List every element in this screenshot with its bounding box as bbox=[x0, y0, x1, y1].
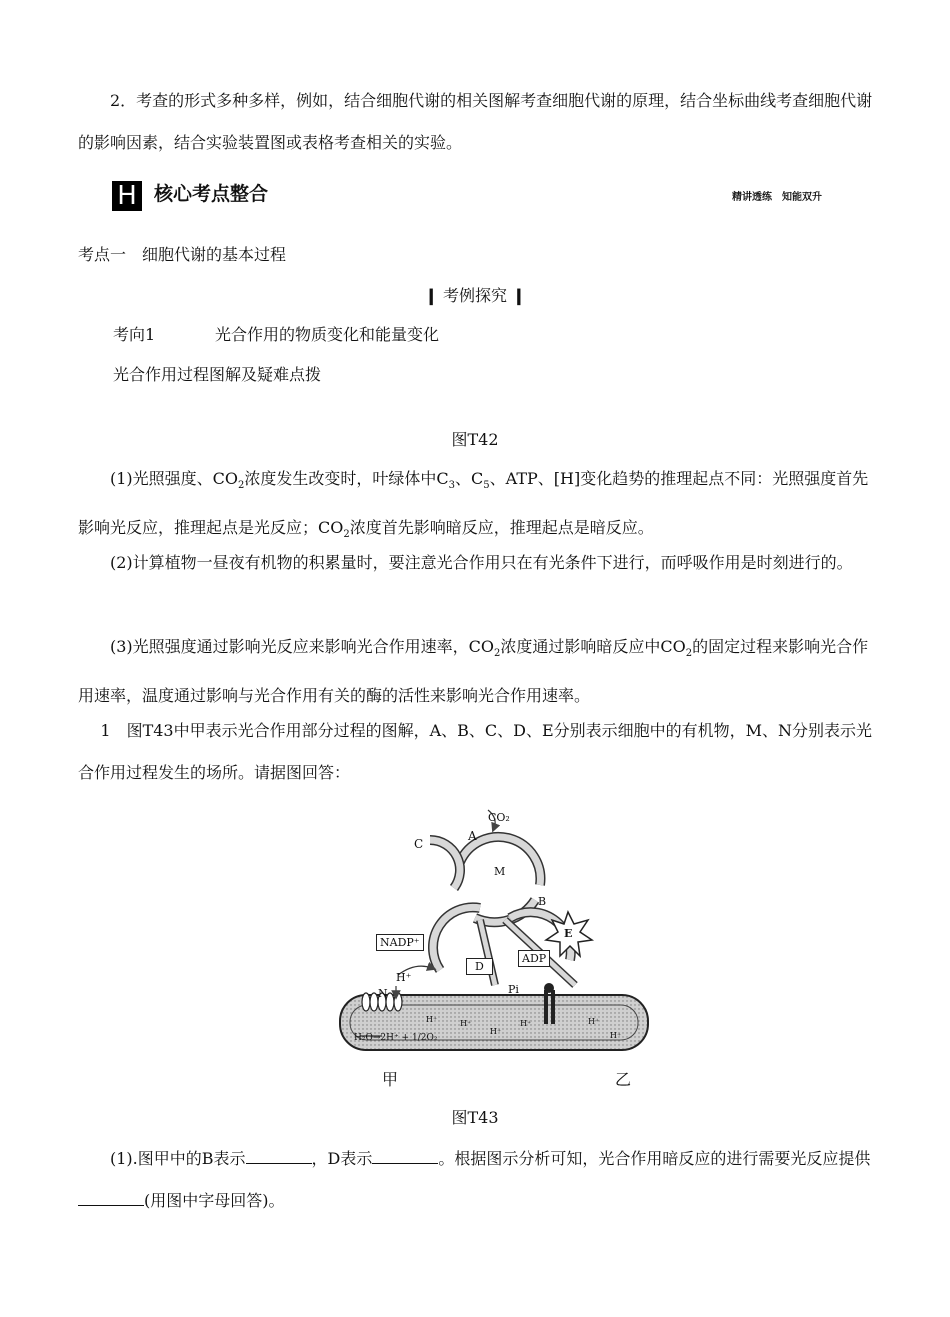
membrane-h-1: H⁺ bbox=[426, 1015, 438, 1024]
membrane-h-2: H⁺ bbox=[460, 1019, 472, 1028]
subheading-text: 考例探究 bbox=[442, 286, 507, 305]
figure-t42-caption: 图T42 bbox=[451, 430, 499, 449]
membrane-h-3: H⁺ bbox=[490, 1027, 502, 1036]
answer-blank-b[interactable] bbox=[246, 1149, 312, 1164]
question-1: (1).图甲中的B表示 ，D表示 。根据图示分析可知，光合作用暗反应的进行需要光反应提供(用图中字母回答)。 bbox=[78, 1138, 874, 1222]
figure-t43 bbox=[330, 800, 660, 1065]
label-hplus: H⁺ bbox=[396, 971, 412, 984]
topic-title: 光合作用过程图解及疑难点拨 bbox=[113, 365, 322, 384]
section-banner bbox=[112, 177, 832, 217]
label-c: C bbox=[414, 837, 424, 851]
label-pi: Pi bbox=[508, 983, 519, 996]
banner-subtitle: 精讲透练 知能双升 bbox=[732, 192, 822, 203]
banner-h-icon: H bbox=[112, 181, 142, 211]
membrane-h-6: H⁺ bbox=[610, 1031, 622, 1040]
label-nadp: NADP⁺ bbox=[376, 934, 424, 951]
label-a: A bbox=[468, 829, 477, 843]
label-d: D bbox=[466, 958, 493, 975]
label-jia: 甲 bbox=[382, 1070, 399, 1089]
section-heading: 考点一 细胞代谢的基本过程 bbox=[78, 245, 287, 264]
note-2: (2)计算植物一昼夜有机物的积累量时，要注意光合作用只在有光条件下进行，而呼吸作用是时刻进行的。 bbox=[110, 553, 853, 572]
label-yi: 乙 bbox=[615, 1070, 632, 1089]
label-m: M bbox=[494, 865, 506, 878]
membrane-h-5: H⁺ bbox=[588, 1017, 600, 1026]
banner-title: 核心考点整合 bbox=[154, 183, 269, 205]
label-e: E bbox=[564, 927, 573, 940]
label-adp: ADP bbox=[518, 950, 550, 967]
label-b: B bbox=[538, 895, 547, 908]
note-1: (1)光照强度、$CO_2$浓度发生改变时，叶绿体中$C_3$、$C_5$、ATP、[H]变化趋势的推理起点不同：光照强度首先影响光反应，推理起点是光反应；$CO_2$浓度首先影响暗反应，推理起点是暗反应。 bbox=[78, 469, 869, 541]
question-stem: 1 图T43中甲表示光合作用部分过程的图解，A、B、C、D、E分别表示细胞中的有机物，M、N分别表示光合作用过程发生的场所。请据图回答： bbox=[78, 721, 873, 782]
answer-blank-supply[interactable] bbox=[78, 1191, 144, 1206]
intro-paragraph: 2．考查的形式多种多样，例如，结合细胞代谢的相关图解考查细胞代谢的原理，结合坐标曲线考查细胞代谢的影响因素，结合实验装置图或表格考查相关的实验。 bbox=[78, 91, 873, 152]
note-3: (3)光照强度通过影响光反应来影响光合作用速率，$CO_2$浓度通过影响暗反应中$CO_2$的固定过程来影响光合作用速率，温度通过影响与光合作用有关的酶的活性来影响光合作用速率。 bbox=[78, 637, 869, 706]
subheading: ❙ 考例探究 ❙ bbox=[424, 286, 526, 305]
figure-t43-caption: 图T43 bbox=[451, 1108, 499, 1127]
label-co2: CO₂ bbox=[488, 811, 510, 824]
answer-blank-d[interactable] bbox=[372, 1149, 438, 1164]
label-n: N bbox=[378, 987, 388, 1000]
direction-label: 考向1 bbox=[113, 325, 156, 344]
direction-title: 光合作用的物质变化和能量变化 bbox=[215, 325, 440, 344]
membrane-h-4: H⁺ bbox=[520, 1019, 532, 1028]
label-water-equation: H₂O→2H⁺ + 1/2O₂ bbox=[354, 1033, 438, 1043]
